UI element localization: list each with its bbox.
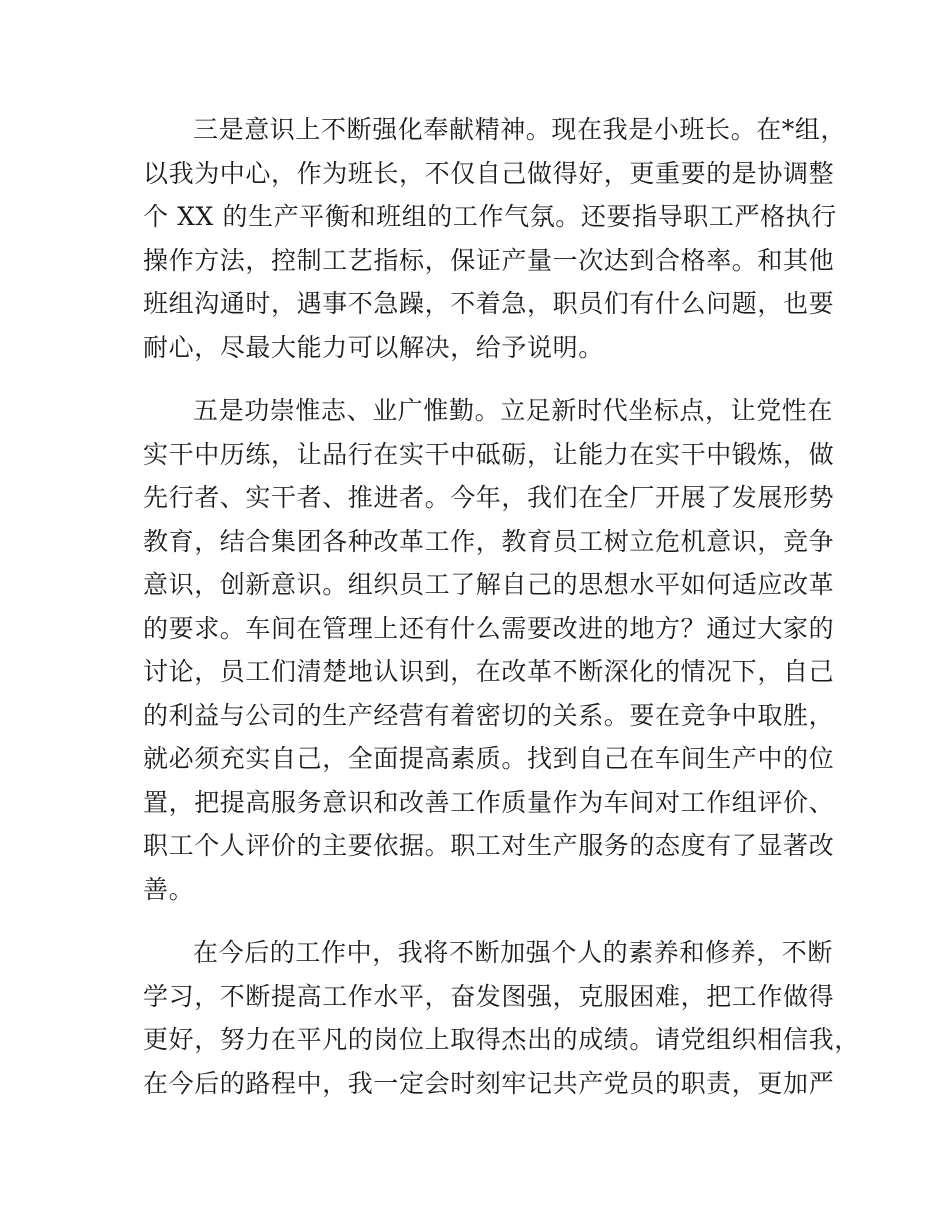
text-line: 在今后的路程中，我一定会时刻牢记共产党员的职责，更加严 <box>143 1068 835 1098</box>
text-line: 就必须充实自己，全面提高素质。找到自己在车间生产中的位 <box>143 744 835 773</box>
text-line: 五是功崇惟志、业广惟勤。立足新时代坐标点，让党性在 <box>193 396 834 425</box>
text-line: 操作方法，控制工艺指标，保证产量一次达到合格率。和其他 <box>143 245 835 275</box>
text-line: 更好，努力在平凡的岗位上取得杰出的成绩。请党组织相信我， <box>143 1025 860 1054</box>
text-line: 善。 <box>143 874 195 904</box>
document-page <box>143 108 860 1125</box>
text-line: 置，把提高服务意识和改善工作质量作为车间对工作组评价、 <box>143 787 835 817</box>
text-line: 教育，结合集团各种改革工作，教育员工树立危机意识，竞争 <box>143 526 835 556</box>
text-line: 学习，不断提高工作水平，奋发图强，克服困难，把工作做得 <box>143 981 835 1011</box>
paragraph-dedication <box>143 108 847 369</box>
text-line: 的要求。车间在管理上还有什么需要改进的地方？通过大家的 <box>143 613 835 643</box>
paragraph-future-work <box>143 931 860 1105</box>
text-line: 班组沟通时，遇事不急躁，不着急，职员们有什么问题，也要 <box>143 289 835 318</box>
text-line: 的利益与公司的生产经营有着密切的关系。要在竞争中取胜， <box>143 700 835 730</box>
text-line: 讨论，员工们清楚地认识到，在改革不断深化的情况下，自己 <box>143 657 835 686</box>
paragraph-diligence <box>143 389 835 911</box>
text-line: 以我为中心，作为班长，不仅自己做得好，更重要的是协调整 <box>143 158 835 188</box>
text-line: 先行者、实干者、推进者。今年，我们在全厂开展了发展形势 <box>143 483 835 512</box>
text-line: 耐心，尽最大能力可以解决，给予说明。 <box>143 332 604 362</box>
text-line: 职工个人评价的主要依据。职工对生产服务的态度有了显著改 <box>143 831 835 860</box>
text-line: 意识，创新意识。组织员工了解自己的思想水平如何适应改革 <box>143 570 835 599</box>
text-line: 实干中历练，让品行在实干中砥砺，让能力在实干中锻炼，做 <box>143 439 835 469</box>
text-line: 三是意识上不断强化奉献精神。现在我是小班长。在*组， <box>193 115 847 144</box>
text-line: 个 XX 的生产平衡和班组的工作气氛。还要指导职工严格执行 <box>143 202 837 231</box>
text-line: 在今后的工作中，我将不断加强个人的素养和修养，不断 <box>193 938 834 967</box>
